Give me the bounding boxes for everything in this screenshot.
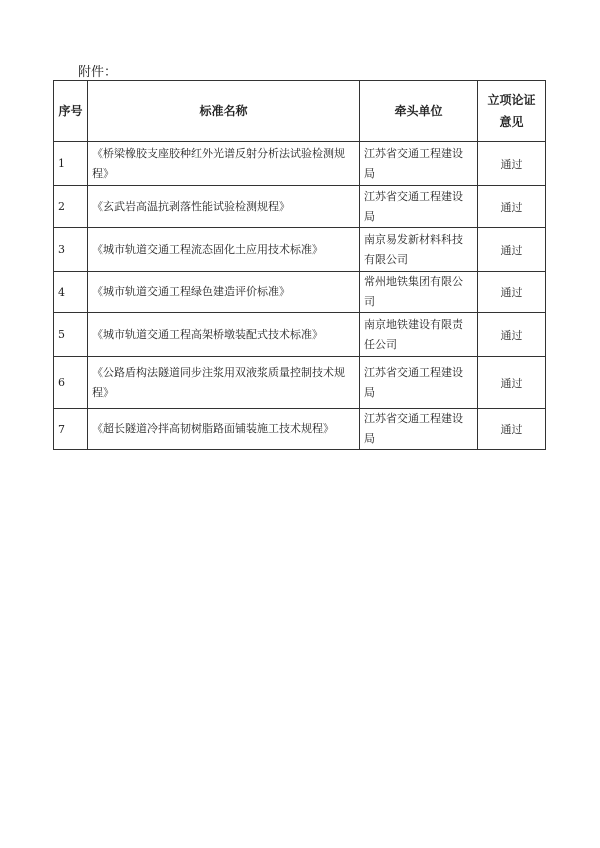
row-index: 7: [54, 409, 88, 450]
row-standard-name: 《玄武岩高温抗剥落性能试验检测规程》: [88, 186, 360, 228]
row-standard-name: 《城市轨道交通工程流态固化土应用技术标准》: [88, 228, 360, 272]
row-index: 4: [54, 272, 88, 313]
row-lead-unit: 江苏省交通工程建设局: [360, 357, 478, 409]
header-index: 序号: [54, 81, 88, 142]
row-opinion: 通过: [478, 186, 546, 228]
table-row: [54, 313, 546, 357]
table-row: [54, 409, 546, 450]
table-row: [54, 272, 546, 313]
attachment-label: 附件：: [78, 65, 118, 80]
row-index: 1: [54, 142, 88, 186]
table-header-row: [54, 81, 546, 142]
header-opinion-line1: 立项论证: [487, 93, 536, 107]
row-opinion: 通过: [478, 409, 546, 450]
row-opinion: 通过: [478, 313, 546, 357]
table-row: [54, 228, 546, 272]
row-standard-name: 《公路盾构法隧道同步注浆用双液浆质量控制技术规程》: [88, 357, 360, 409]
row-lead-unit: 南京地铁建设有限责任公司: [360, 313, 478, 357]
row-standard-name: 《城市轨道交通工程高架桥墩装配式技术标准》: [88, 313, 360, 357]
table-row: [54, 186, 546, 228]
row-index: 5: [54, 313, 88, 357]
row-opinion: 通过: [478, 357, 546, 409]
row-lead-unit: 江苏省交通工程建设局: [360, 186, 478, 228]
row-opinion: 通过: [478, 142, 546, 186]
table-row: [54, 357, 546, 409]
row-standard-name: 《桥梁橡胶支座胶种红外光谱反射分析法试验检测规程》: [88, 142, 360, 186]
row-lead-unit: 常州地铁集团有限公司: [360, 272, 478, 313]
header-opinion: [478, 81, 546, 142]
header-unit: 牵头单位: [360, 81, 478, 142]
standards-table: [53, 80, 546, 450]
row-lead-unit: 江苏省交通工程建设局: [360, 409, 478, 450]
row-index: 2: [54, 186, 88, 228]
row-index: 3: [54, 228, 88, 272]
row-index: 6: [54, 357, 88, 409]
table-row: [54, 142, 546, 186]
header-opinion-line2: 意见: [499, 115, 524, 129]
row-lead-unit: 南京易发新材料科技有限公司: [360, 228, 478, 272]
row-lead-unit: 江苏省交通工程建设局: [360, 142, 478, 186]
row-opinion: 通过: [478, 228, 546, 272]
row-opinion: 通过: [478, 272, 546, 313]
row-standard-name: 《城市轨道交通工程绿色建造评价标准》: [88, 272, 360, 313]
header-name: 标准名称: [88, 81, 360, 142]
row-standard-name: 《超长隧道冷拌高韧树脂路面铺装施工技术规程》: [88, 409, 360, 450]
